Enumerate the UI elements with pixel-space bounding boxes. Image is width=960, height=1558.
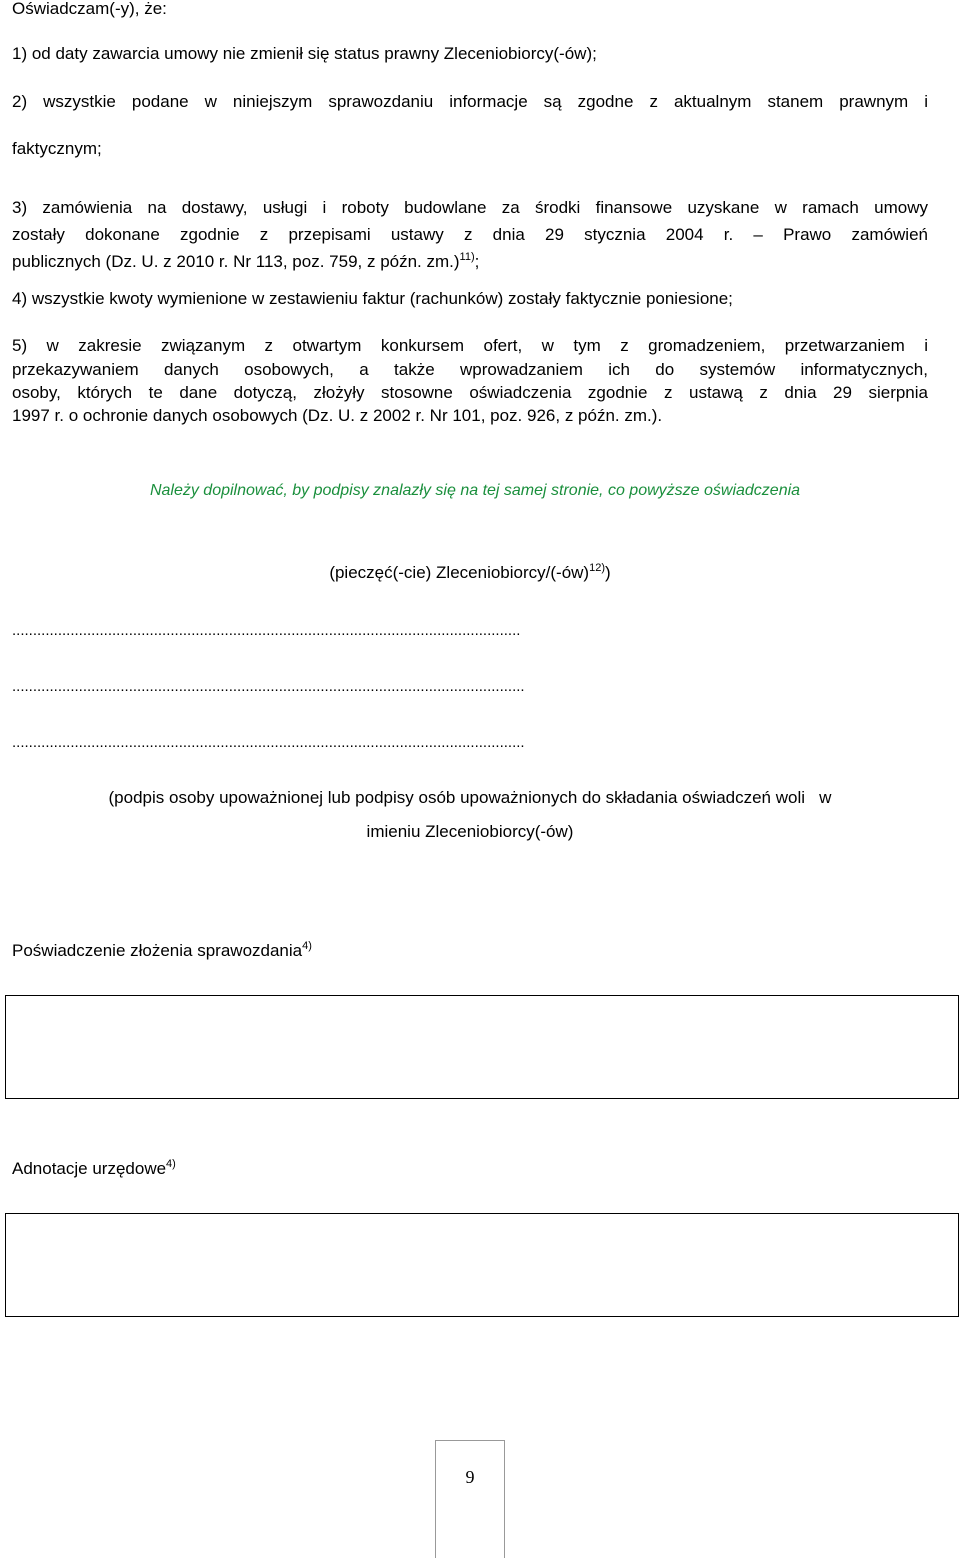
confirmation-label-text: Poświadczenie złożenia sprawozdania [12,941,303,960]
stamp-label-text: (pieczęć(-cie) Zleceniobiorcy/(-ów) [329,563,590,582]
confirmation-field[interactable] [5,995,959,1099]
declaration-item-4: 4) wszystkie kwoty wymienione w zestawieniu faktur (rachunków) zostały faktycznie poniesione; [12,289,733,308]
declaration-item-3-end: ; [474,252,480,271]
declaration-item-3-line-1: 3) zamówienia na dostawy, usługi i roboty budowlane za środki finansowe uzyskane w ramach umowy [12,198,928,217]
stamp-label [0,563,940,583]
declaration-item-3-line-3 [12,251,479,273]
declaration-item-3-line-2: zostały dokonane zgodnie z przepisami ustawy z dnia 29 stycznia 2004 r. – Prawo zamówień [12,225,928,244]
page-number: 9 [465,1467,475,1487]
signature-caption-line-1: (podpis osoby upoważnionej lub podpisy osób upoważnionych do składania oświadczeń woli w [108,788,832,807]
declaration-item-5-line-4: 1997 r. o ochronie danych osobowych (Dz. U. z 2002 r. Nr 101, poz. 926, z późn. zm.). [12,406,663,425]
footnote-ref-11: 11) [459,251,475,263]
footnote-ref-4a: 4) [302,940,312,952]
footnote-ref-4b: 4) [166,1158,176,1170]
stamp-label-end: ) [605,563,611,582]
signature-note: Należy dopilnować, by podpisy znalazły się na tej samej stronie, co powyższe oświadczenia [149,482,801,499]
official-notes-label [12,1158,176,1180]
confirmation-label [12,940,312,962]
declaration-item-2-line-1: 2) wszystkie podane w niniejszym sprawozdaniu informacje są zgodne z aktualnym stanem prawnym i [12,92,928,111]
official-notes-field[interactable] [5,1213,959,1317]
declaration-item-5-line-1: 5) w zakresie związanym z otwartym konkursem ofert, w tym z gromadzeniem, przetwarzaniem i [12,336,928,355]
page-number-box [435,1440,505,1558]
signature-dotted-line-1: .......................................................................................................................... [12,622,521,639]
declaration-item-1: 1) od daty zawarcia umowy nie zmienił się status prawny Zleceniobiorcy(-ów); [12,44,597,63]
declaration-item-2-line-2: faktycznym; [12,139,102,158]
declaration-item-5-line-3: osoby, których te dane dotyczą, złożyły stosowne oświadczenia zgodnie z ustawą z dnia 29 sierpnia [12,383,928,402]
declaration-heading: Oświadczam(-y), że: [12,0,167,18]
signature-dotted-line-2: ........................................................................................................................... [12,678,525,695]
signature-caption-line-2: imieniu Zleceniobiorcy(-ów) [366,822,574,841]
signature-dotted-line-3: ........................................................................................................................... [12,734,525,751]
official-notes-label-text: Adnotacje urzędowe [12,1159,167,1178]
declaration-item-5-line-2: przekazywaniem danych osobowych, a także wprowadzaniem ich do systemów informatycznych, [12,360,928,379]
footnote-ref-12: 12) [589,562,605,574]
declaration-item-3-text: publicznych (Dz. U. z 2010 r. Nr 113, poz. 759, z późn. zm.) [12,252,460,271]
